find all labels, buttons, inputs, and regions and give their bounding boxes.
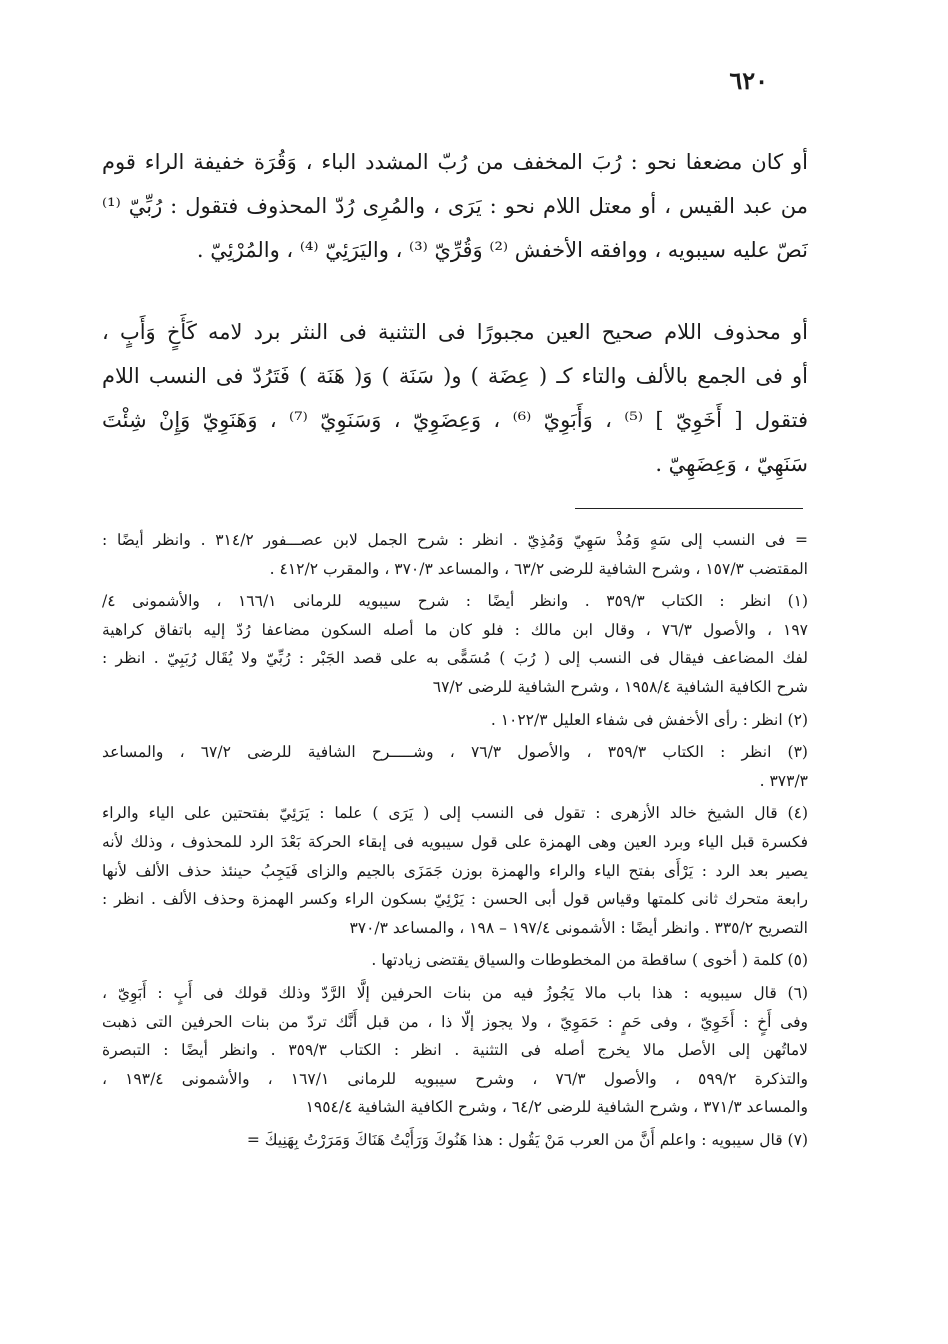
footnote-line: وفى أَخٍ : أَخَوِيّ ، وفى حَمٍ : حَمَوِيّ ، ولا يجوز إلّا ذا ، من قبل أَنَّك تردّ من بنات الحرفين التى ذهبت [102, 1012, 808, 1031]
footnote-1 [102, 587, 808, 701]
page-number: ٦٢٠ [729, 66, 768, 95]
footnote-2 [102, 706, 808, 735]
footnote-line: لاماتُهن إلى الأصل مالا يخرج أصله فى التثنية . انظر : الكتاب ٣٥٩/٣ . وانظر أيضًا : التبصرة [102, 1041, 808, 1060]
footnote-4 [102, 799, 808, 942]
footnote-line: ١٩٧ ، والأصول ٧٦/٣ ، وقال ابن مالك : فلو كان ما أصله السكون مضاعفا رُدّ إليه باتفاق كراهية [102, 620, 808, 639]
paragraph-2-line: سَنَهِيّ ، وَعِضَهِيّ . [655, 452, 808, 476]
footnote-line: لفك المضاعف فيقال فى النسب إلى ( رُبَ ) مُسَمًّى به على قصد الجَبْر : رُبِّيّ ولا يُقَال رُبَبِيّ . انظر : [102, 649, 808, 668]
footnotes-section [102, 526, 808, 1154]
footnote-line: فكسرة قبل الياء وبرد العين وهى الهمزة على قول سيبويه فى إبقاء الحركة بَعْدَ الرد للمحذوف ، وذلك لأنه [102, 832, 808, 851]
footnote-separator-rule [575, 508, 803, 509]
main-paragraph-2 [102, 310, 808, 486]
footnote-line: (٤) قال الشيخ خالد الأزهرى : تقول فى النسب إلى ( يَرَى ) علما : يَرَئِيّ بفتحتين على الياء والراء [102, 804, 808, 823]
paragraph-1-line: من عبد القيس ، أو معتل اللام نحو : يَرَى ، والمُرِى رُدّ المحذوف فتقول : رُبِّيّ ⁽¹⁾ [102, 194, 808, 218]
paragraph-2-line: أو محذوف اللام صحيح العين مجبورًا فى التثنية فى النثر برد لامه كَأَخٍ وَأَبٍ ، [102, 320, 808, 344]
footnote-line: يصير بعد الرد : يَرْأَى بفتح الياء والراء والهمزة بوزن جَمَزَى بالجيم والزاى فَيَجِبُ حينئذ حذف الألف لأنها [102, 861, 808, 880]
footnote-line: (٣) انظر : الكتاب ٣٥٩/٣ ، والأصول ٧٦/٣ ، وشـــــرح الشافية للرضى ٦٧/٢ ، والمساعد [102, 743, 808, 762]
paragraph-1-line: نَصّ عليه سيبويه ، ووافقه الأخفش ⁽²⁾ وَقُرِّيّ ⁽³⁾ ، واليَرَئِيّ ⁽⁴⁾ ، والمُرْئِيّ . [196, 238, 808, 262]
footnote-line: المقتضب ١٥٧/٣ ، وشرح الشافية للرضى ٦٣/٢ ، والمساعد ٣٧٠/٣ ، والمقرب ٤١٢/٢ . [269, 559, 808, 578]
paragraph-2-line: فتقول [ أَخَوِيّ ] ⁽⁵⁾ ، وَأَبَوِيّ ⁽⁶⁾ ، وَعِضَوِيّ ، وَسَنَوِيّ ⁽⁷⁾ ، وَهَنَوِيّ وَإِنْ شِئْتَ [102, 408, 808, 432]
footnote-3 [102, 738, 808, 795]
footnote-line: والمساعد ٣٧١/٣ ، وشرح الشافية للرضى ٦٤/٢ ، وشرح الكافية الشافية ١٩٥٤/٤ [305, 1098, 808, 1117]
paragraph-1-line: أو كان مضعفا نحو : رُبَ المخفف من رُبّ المشدد الباء ، وَقُرَة خفيفة الراء قوم [102, 150, 808, 174]
footnote-5 [102, 946, 808, 975]
footnote-line: (٧) قال سيبويه : واعلم أَنَّ من العرب مَنْ يَقُول : هذا هَنُوكَ وَرَأَيْتُ هَنَاكَ وَمَرَرْتُ بِهَنِيكَ = [246, 1130, 808, 1149]
footnote-line: شرح الكافية الشافية ١٩٥٨/٤ ، وشرح الشافية للرضى ٦٧/٢ [432, 677, 808, 696]
footnote-line: (٢) انظر : رأى الأخفش فى شفاء العليل ١٠٢٢/٣ . [490, 710, 808, 729]
footnote-6 [102, 979, 808, 1122]
main-paragraph-1 [102, 140, 808, 272]
footnote-line: (٥) كلمة ( أخوى ) ساقطة من المخطوطات والسياق يقتضى زيادتها . [371, 951, 808, 970]
footnote-line: (١) انظر : الكتاب ٣٥٩/٣ . وانظر أيضًا : شرح سيبويه للرمانى ١٦٦/١ ، والأشمونى ٤/ [102, 592, 808, 611]
footnote-line: = فى النسب إلى سَهٍ وَمُذْ سَهِيّ وَمُذِيّ . انظر : شرح الجمل لابن عصـــفور ٣١٤/٢ . وانظر أيضًا : [102, 531, 808, 549]
footnote-line: والتذكرة ٥٩٩/٢ ، والأصول ٧٦/٣ ، وشرح سيبويه للرمانى ١٦٧/١ ، والأشمونى ١٩٣/٤ ، [102, 1069, 808, 1088]
footnote-7 [102, 1126, 808, 1155]
footnote-line: التصريح ٣٣٥/٢ . وانظر أيضًا : الأشمونى ١٩٧/٤ – ١٩٨ ، والمساعد ٣٧٠/٣ [349, 918, 808, 937]
footnote-continuation [102, 526, 808, 583]
footnote-line: (٦) قال سيبويه : هذا باب مالا يَجُوزُ فيه من بنات الحرفين إلَّا الرَّدّ وذلك قولك فى أَبٍ : أَبَوِيّ ، [102, 983, 808, 1002]
footnote-line: ٣٧٣/٣ . [759, 771, 808, 790]
paragraph-2-line: أو فى الجمع بالألف والتاء كـ ( عِضَة ) و( سَنَة ) وَ( هَنَة ) فَتَرُدّ فى النسب اللام [102, 364, 808, 388]
footnote-line: رابعة متحرك ثانى كلمتها وقياس قول أبى الحسن : يَرْئِيّ بسكون الراء وكسر الهمزة وحذف الألف . انظر : [102, 890, 808, 909]
